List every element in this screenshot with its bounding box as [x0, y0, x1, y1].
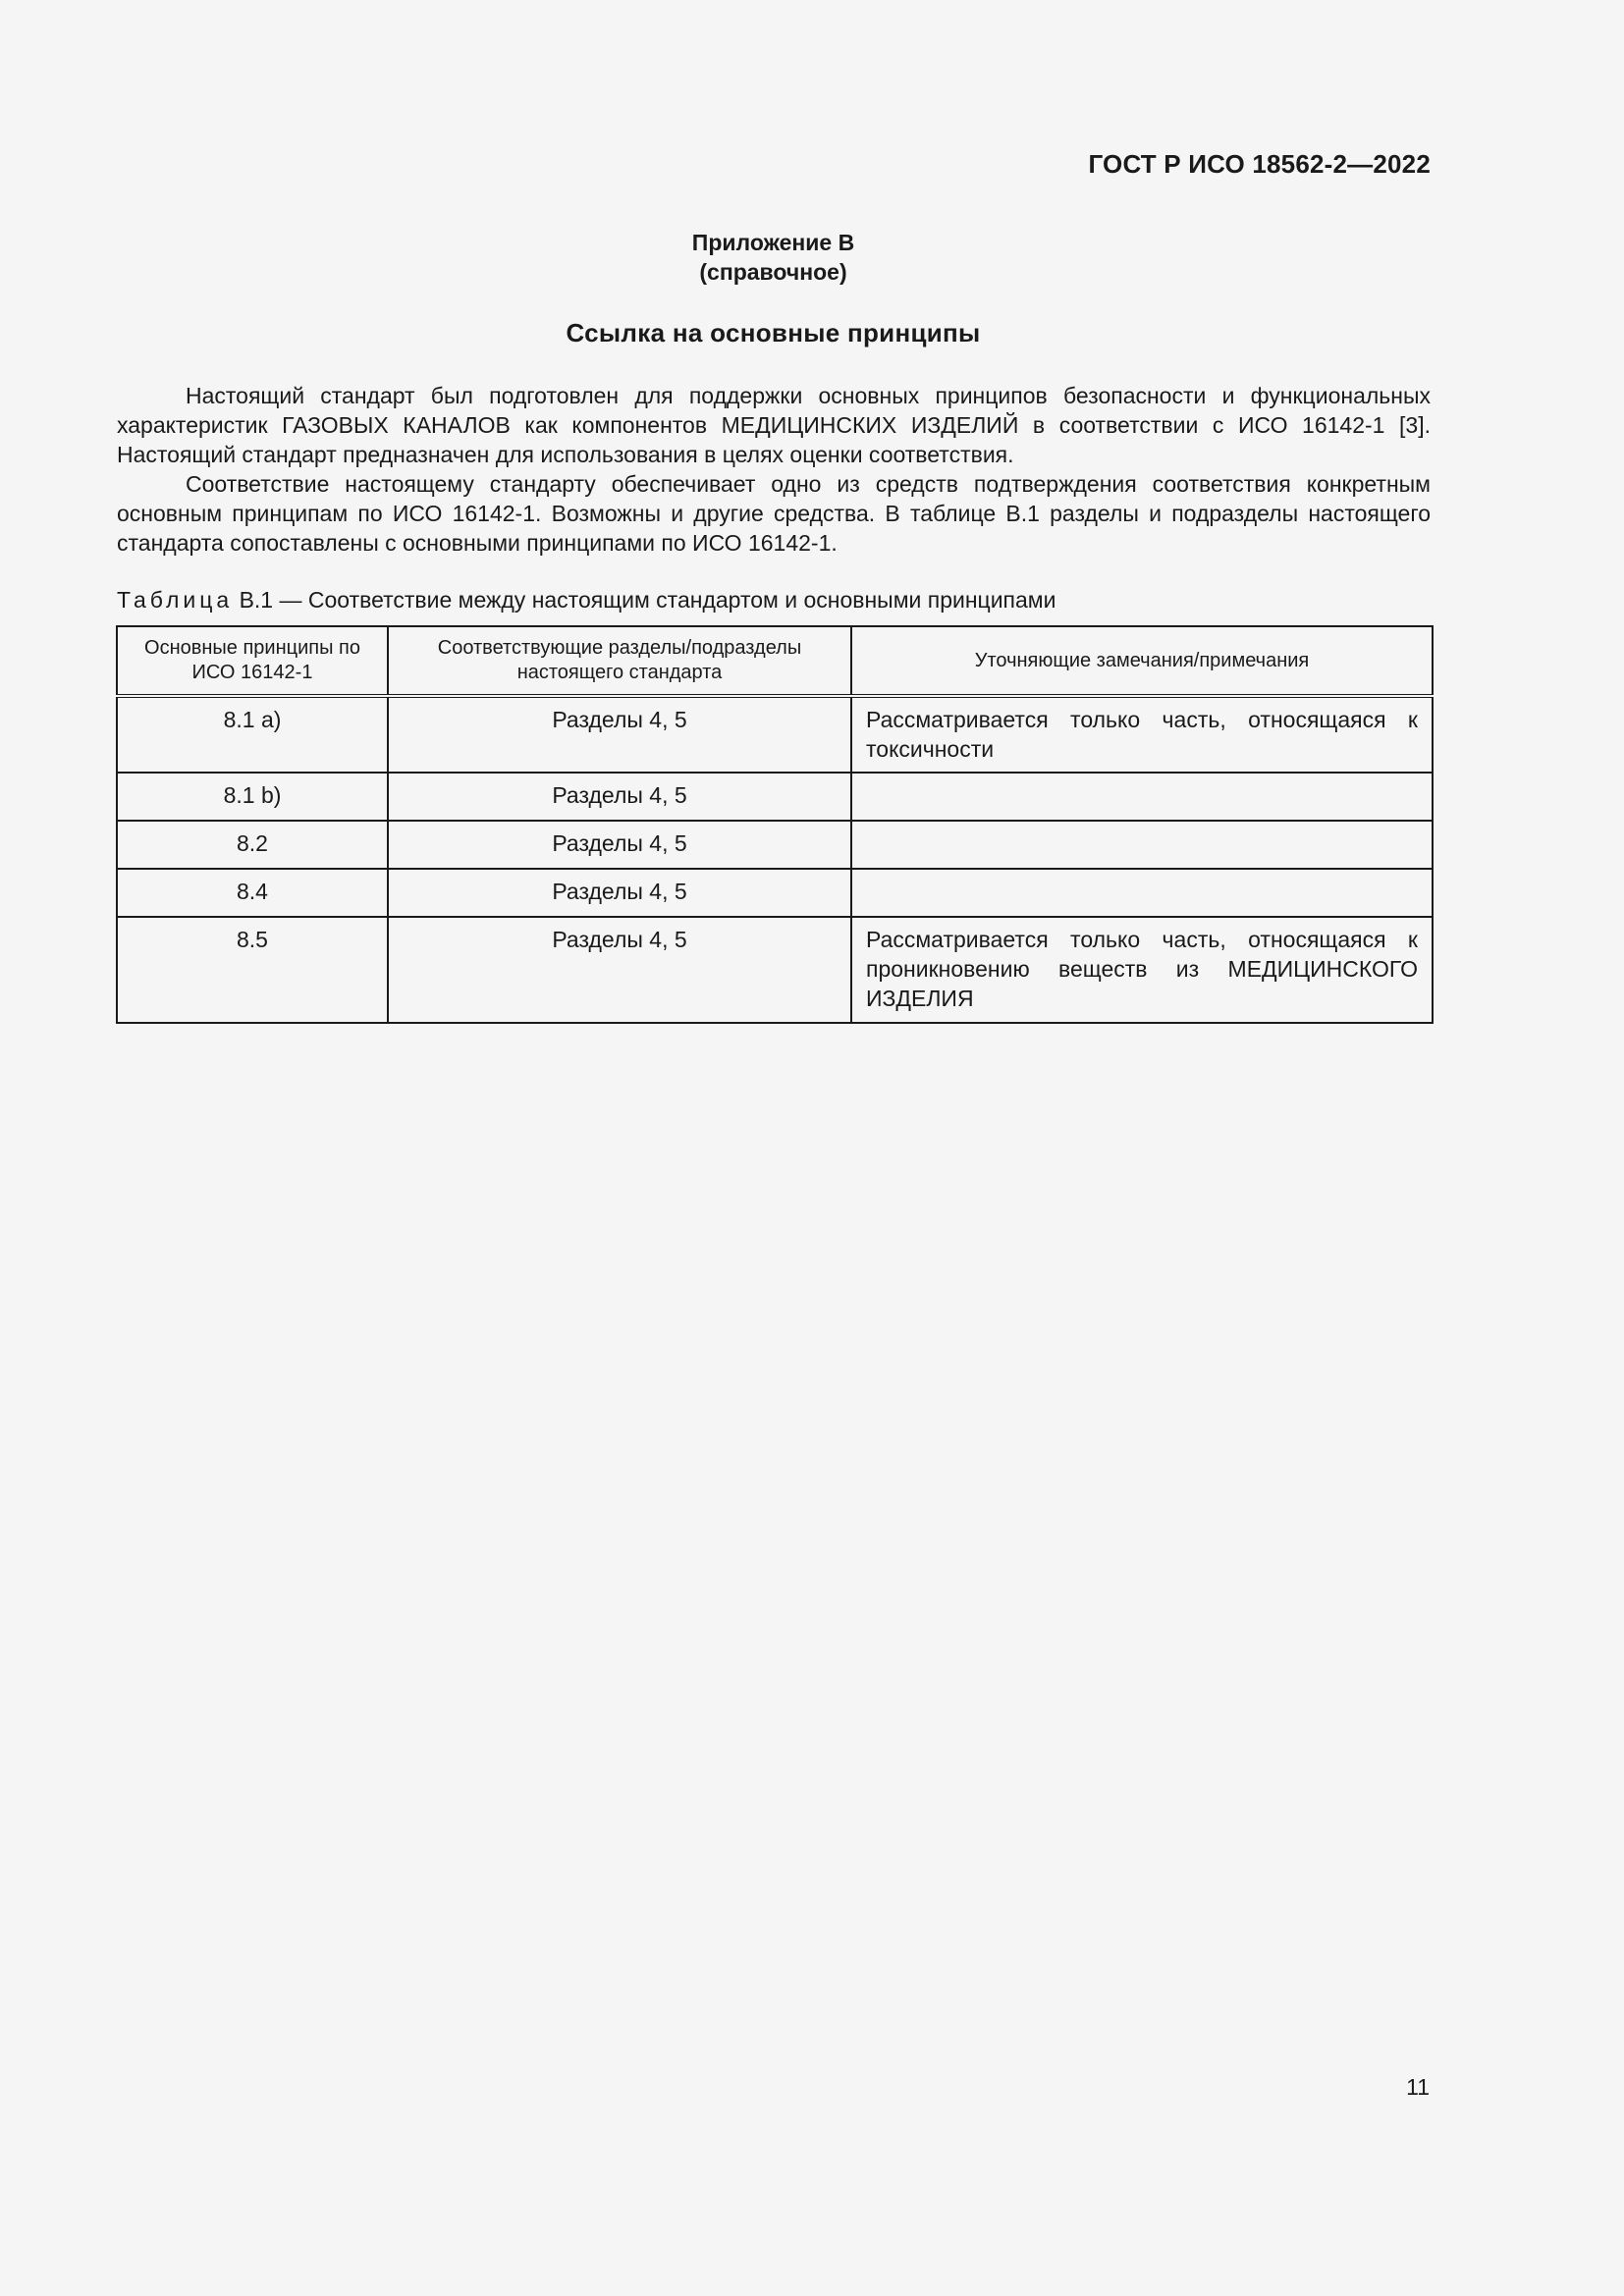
table-caption-text: В.1 — Соответствие между настоящим стандартом и основными принципами: [239, 587, 1056, 613]
table-row: [117, 917, 1433, 1023]
paragraph: Соответствие настоящему стандарту обеспечивает одно из средств подтверждения соответствия конкретным основным принципам по ИСО 16142-1. Возможны и другие средства. В таблице В.1 разделы и подразделы настоящего стандарта сопоставлены с основными принципами по ИСО 16142-1.: [117, 471, 1431, 556]
note-cell: Рассматривается только часть, относящаяся к проникновению веществ из МЕДИЦИНСКОГО ИЗДЕЛИЯ: [851, 917, 1433, 1023]
sections-cell: Разделы 4, 5: [388, 696, 851, 773]
annex-title: Приложение В: [691, 230, 855, 255]
sections-cell: Разделы 4, 5: [388, 821, 851, 869]
table-row: [117, 696, 1433, 773]
annex-heading: [0, 228, 1546, 287]
body-text: [117, 381, 1431, 558]
table-row: [117, 869, 1433, 917]
principle-cell: 8.2: [117, 821, 388, 869]
table-row: [117, 773, 1433, 821]
note-cell: Рассматривается только часть, относящаяся к токсичности: [851, 696, 1433, 773]
sections-cell: Разделы 4, 5: [388, 917, 851, 1023]
table-row: [117, 821, 1433, 869]
principle-cell: 8.1 a): [117, 696, 388, 773]
column-header: Соответствующие разделы/подразделы настоящего стандарта: [388, 626, 851, 696]
note-cell: [851, 773, 1433, 821]
sections-cell: Разделы 4, 5: [388, 869, 851, 917]
page-number: 11: [1406, 2074, 1430, 2100]
correspondence-table: [116, 625, 1434, 1024]
note-cell: [851, 821, 1433, 869]
principle-cell: 8.5: [117, 917, 388, 1023]
column-header: Основные принципы по ИСО 16142-1: [117, 626, 388, 696]
note-cell: [851, 869, 1433, 917]
column-header: Уточняющие замечания/примечания: [851, 626, 1433, 696]
annex-subtitle: (справочное): [699, 259, 847, 285]
principle-cell: 8.4: [117, 869, 388, 917]
table-caption-label: Таблица: [117, 587, 234, 613]
table-caption: [117, 585, 1056, 614]
table-header-row: [117, 626, 1433, 696]
paragraph: Настоящий стандарт был подготовлен для поддержки основных принципов безопасности и функциональных характеристик ГАЗОВЫХ КАНАЛОВ как компонентов МЕДИЦИНСКИХ ИЗДЕЛИЙ в соответствии с ИСО 16142-1 [3]. Настоящий стандарт предназначен для использования в целях оценки соответствия.: [117, 383, 1431, 467]
principle-cell: 8.1 b): [117, 773, 388, 821]
sections-cell: Разделы 4, 5: [388, 773, 851, 821]
document-code: ГОСТ Р ИСО 18562-2—2022: [1088, 149, 1431, 179]
section-title: Ссылка на основные принципы: [566, 318, 981, 347]
